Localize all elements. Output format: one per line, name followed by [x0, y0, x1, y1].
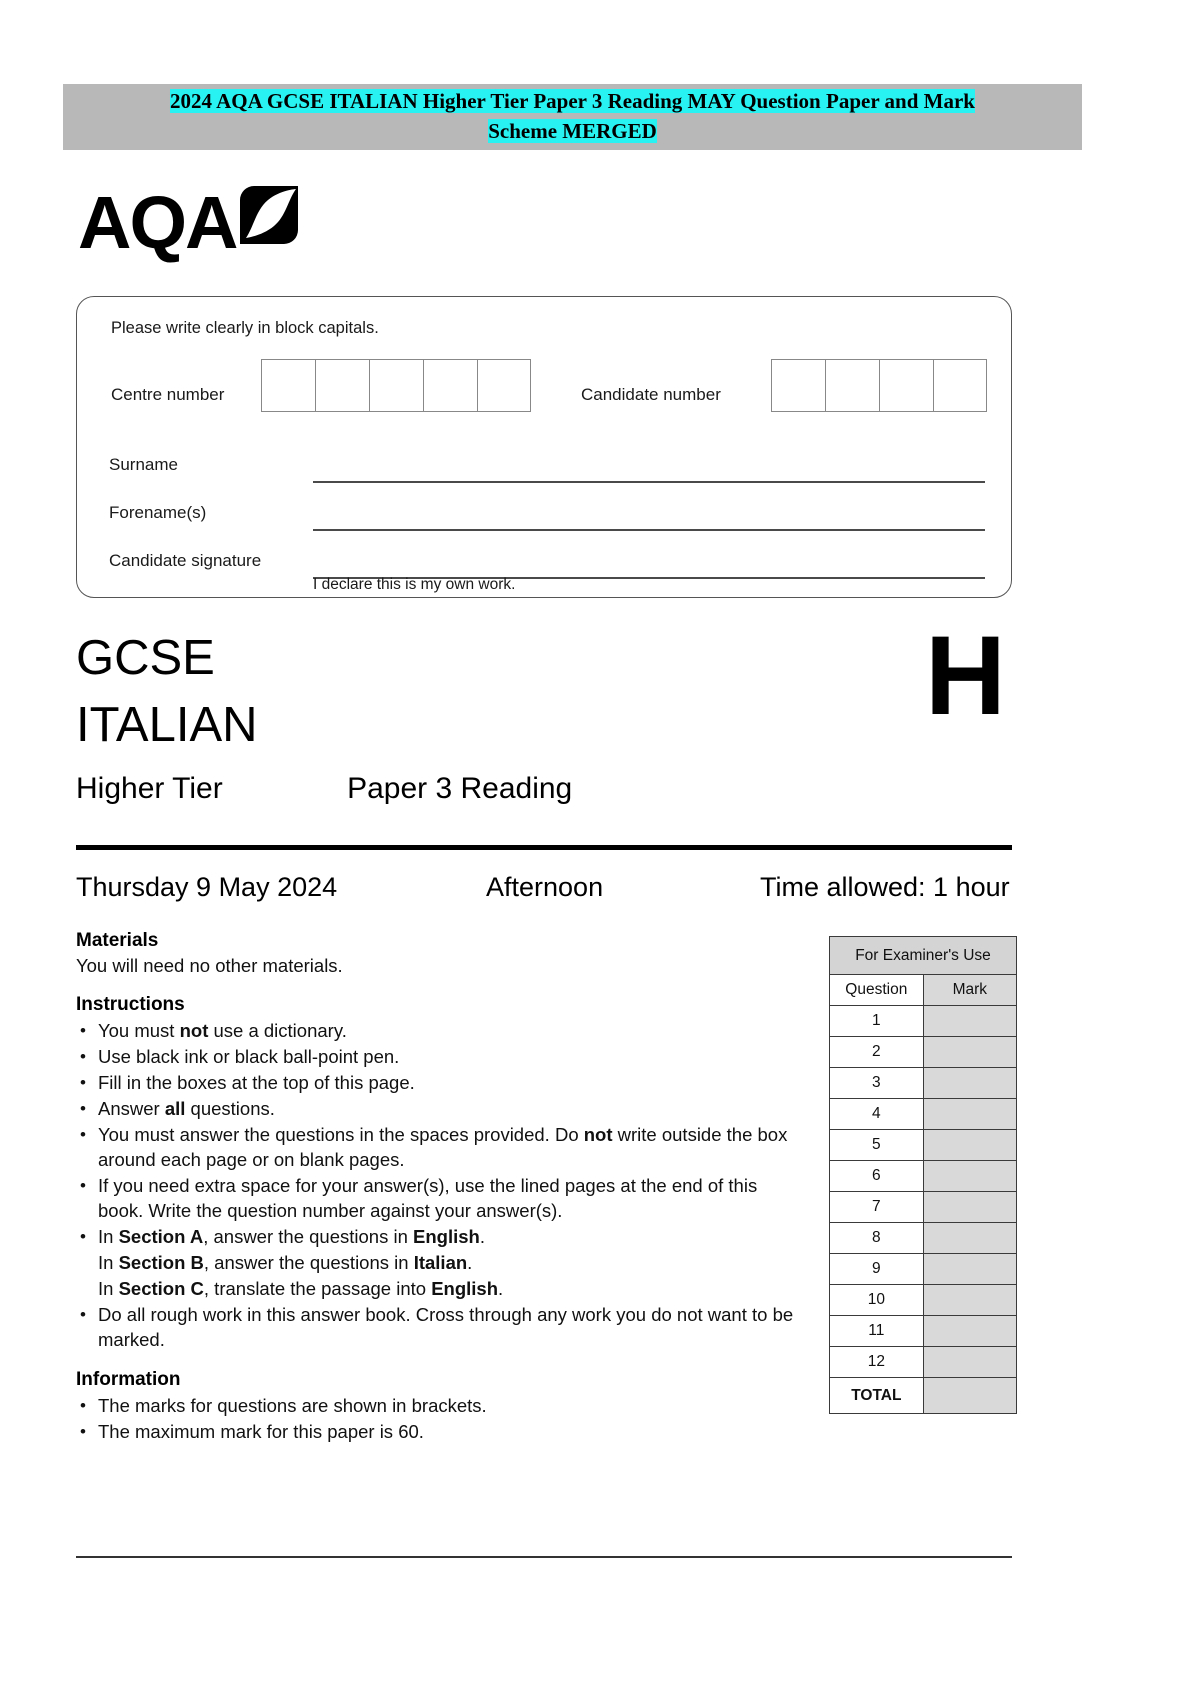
materials-text: You will need no other materials.	[76, 955, 343, 976]
examiner-mark-cell[interactable]	[923, 1254, 1016, 1285]
table-row	[830, 1161, 1017, 1192]
examiner-mark-cell[interactable]	[923, 1285, 1016, 1316]
table-row	[830, 1254, 1017, 1285]
centre-number-label: Centre number	[111, 385, 225, 404]
table-row	[830, 1068, 1017, 1099]
aqa-logo-text: AQA	[78, 181, 237, 264]
forename-label: Forename(s)	[109, 503, 207, 522]
table-row	[830, 1006, 1017, 1037]
centre-number-cell[interactable]	[477, 359, 531, 412]
list-item: • If you need extra space for your answer(s), use the lined pages at the end of this book. Write the question number against your answer(s).	[76, 1173, 798, 1223]
list-item: • Fill in the boxes at the top of this page.	[76, 1070, 798, 1095]
examiner-table-title: For Examiner's Use	[830, 937, 1017, 975]
table-row	[830, 1223, 1017, 1254]
instructions-column	[76, 930, 798, 1445]
list-item: • Do all rough work in this answer book. Cross through any work you do not want to be marked.	[76, 1302, 798, 1352]
list-item: In Section B, answer the questions in Italian.	[98, 1252, 473, 1273]
qualification-subject: ITALIAN	[76, 698, 258, 752]
examiner-mark-cell[interactable]	[923, 1223, 1016, 1254]
examiner-question-number: 7	[830, 1192, 924, 1223]
surname-label: Surname	[109, 455, 178, 474]
aqa-logo	[78, 181, 298, 264]
table-row	[830, 1347, 1017, 1378]
examiner-question-number: 1	[830, 1006, 924, 1037]
examiner-mark-cell[interactable]	[923, 1130, 1016, 1161]
list-item: • The maximum mark for this paper is 60.	[76, 1419, 798, 1444]
examiner-question-number: 2	[830, 1037, 924, 1068]
list-item: • You must answer the questions in the spaces provided. Do not write outside the box around each page or on blank pages.	[76, 1122, 798, 1172]
examiner-mark-cell[interactable]	[923, 1192, 1016, 1223]
examiner-mark-cell[interactable]	[923, 1316, 1016, 1347]
examiner-question-number: 5	[830, 1130, 924, 1161]
exam-date: Thursday 9 May 2024	[76, 872, 338, 902]
centre-number-cell[interactable]	[369, 359, 423, 412]
forename-field[interactable]	[313, 529, 985, 531]
title-divider	[76, 845, 1012, 850]
list-item: • The marks for questions are shown in brackets.	[76, 1393, 798, 1418]
examiner-question-number: 6	[830, 1161, 924, 1192]
centre-number-cell[interactable]	[423, 359, 477, 412]
candidate-number-cell[interactable]	[771, 359, 825, 412]
examiner-mark-cell[interactable]	[923, 1006, 1016, 1037]
table-row	[830, 1316, 1017, 1347]
candidate-number-label: Candidate number	[581, 385, 721, 404]
table-row	[830, 1037, 1017, 1068]
examiner-mark-cell[interactable]	[923, 1037, 1016, 1068]
instructions-heading: Instructions	[76, 994, 185, 1015]
list-item: • Use black ink or black ball-point pen.	[76, 1044, 798, 1069]
examiner-col-question: Question	[830, 975, 924, 1006]
candidate-signature-label: Candidate signature	[109, 551, 262, 570]
examiner-mark-cell[interactable]	[923, 1161, 1016, 1192]
candidate-number-cell[interactable]	[879, 359, 933, 412]
examiner-use-table	[829, 936, 1017, 1414]
candidate-details-box	[76, 296, 1012, 598]
examiner-question-number: 12	[830, 1347, 924, 1378]
table-row	[830, 1099, 1017, 1130]
list-item: • In Section A, answer the questions in English.	[76, 1224, 798, 1249]
candidate-number-cell[interactable]	[933, 359, 987, 412]
information-list	[76, 1393, 798, 1444]
candidate-number-cell[interactable]	[825, 359, 879, 412]
examiner-question-number: 9	[830, 1254, 924, 1285]
document-title-banner	[63, 84, 1082, 150]
examiner-mark-cell[interactable]	[923, 1068, 1016, 1099]
list-item: In Section C, translate the passage into English.	[98, 1278, 504, 1299]
candidate-number-input[interactable]	[771, 359, 987, 412]
centre-number-cell[interactable]	[261, 359, 315, 412]
banner-line-1: 2024 AQA GCSE ITALIAN Higher Tier Paper 3 Reading MAY Question Paper and Mark	[170, 89, 975, 113]
examiner-total-value[interactable]	[923, 1378, 1016, 1414]
examiner-total-row	[830, 1378, 1017, 1414]
list-item: • You must not use a dictionary.	[76, 1018, 798, 1043]
examiner-question-number: 4	[830, 1099, 924, 1130]
examiner-question-number: 3	[830, 1068, 924, 1099]
information-heading: Information	[76, 1369, 181, 1390]
instructions-list	[76, 1018, 798, 1352]
examiner-total-label: TOTAL	[830, 1378, 924, 1414]
centre-number-cell[interactable]	[315, 359, 369, 412]
examiner-question-number: 8	[830, 1223, 924, 1254]
qualification-level: GCSE	[76, 631, 215, 685]
paper-label: Paper 3 Reading	[347, 772, 573, 805]
table-row	[830, 1192, 1017, 1223]
page-bottom-divider	[76, 1556, 1012, 1558]
materials-heading: Materials	[76, 930, 159, 951]
aqa-leaf-icon	[240, 186, 298, 249]
examiner-question-number: 11	[830, 1316, 924, 1347]
surname-field[interactable]	[313, 481, 985, 483]
block-capitals-note: Please write clearly in block capitals.	[111, 319, 379, 337]
exam-session: Afternoon	[486, 872, 604, 902]
list-item: • Answer all questions.	[76, 1096, 798, 1121]
tier-label: Higher Tier	[76, 772, 223, 805]
declaration-text: I declare this is my own work.	[313, 576, 516, 593]
examiner-mark-cell[interactable]	[923, 1347, 1016, 1378]
centre-number-input[interactable]	[261, 359, 531, 412]
examiner-col-mark: Mark	[923, 975, 1016, 1006]
tier-and-paper-row	[76, 772, 572, 806]
banner-line-2: Scheme MERGED	[488, 119, 657, 143]
table-row	[830, 1130, 1017, 1161]
examiner-mark-cell[interactable]	[923, 1099, 1016, 1130]
table-row	[830, 1285, 1017, 1316]
exam-time-allowed: Time allowed: 1 hour	[760, 872, 1010, 902]
tier-letter-badge: H	[925, 613, 1006, 738]
examiner-question-number: 10	[830, 1285, 924, 1316]
